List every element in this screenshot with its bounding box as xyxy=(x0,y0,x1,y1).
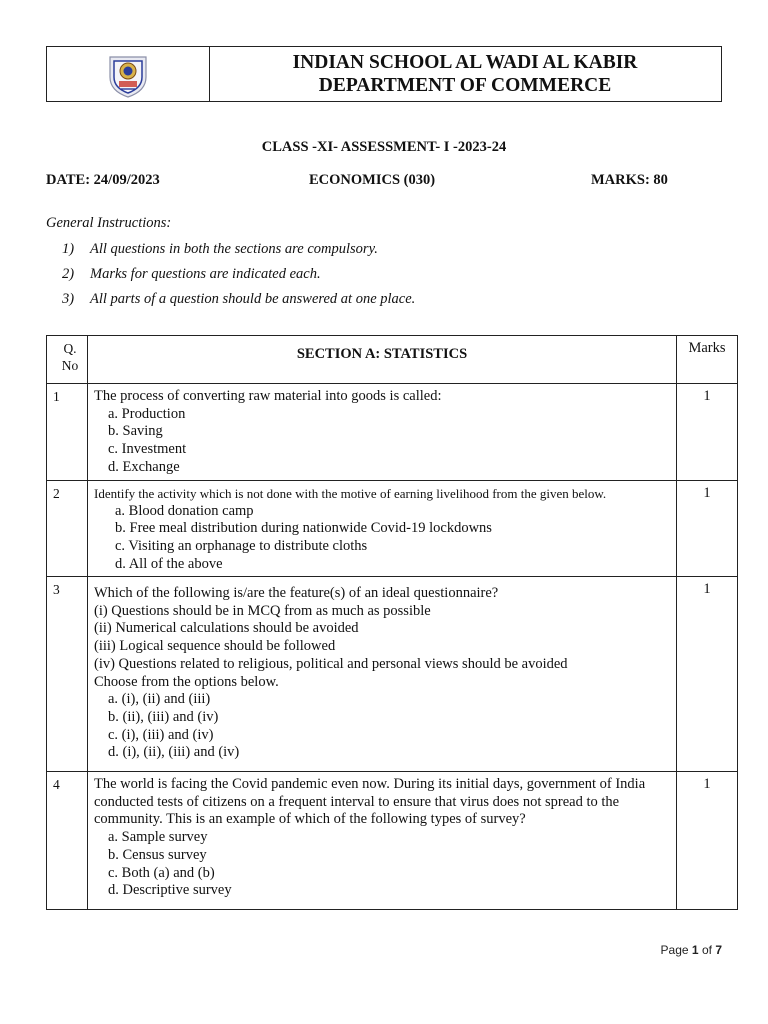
question-body xyxy=(88,577,677,772)
question-marks: 1 xyxy=(677,481,738,577)
qno-header xyxy=(47,336,88,384)
instruction-item xyxy=(62,241,378,258)
section-title: SECTION A: STATISTICS xyxy=(88,336,677,384)
option: a. Blood donation camp xyxy=(115,502,254,519)
table-row xyxy=(47,384,738,481)
logo-cell xyxy=(47,47,210,101)
option: a. (i), (ii) and (iii) xyxy=(108,691,211,708)
instruction-item xyxy=(62,266,321,283)
question-marks: 1 xyxy=(677,577,738,772)
header-box xyxy=(46,46,722,102)
option: b. Census survey xyxy=(108,846,207,863)
question-number: 1 xyxy=(47,384,88,481)
question-number: 4 xyxy=(47,772,88,910)
qno-header-line2: No xyxy=(61,358,79,373)
question-body xyxy=(88,772,677,910)
question-text: conducted tests of citizens on a frequent interval to ensure that virus does not spread to the xyxy=(94,793,620,810)
question-text: community. This is an example of which of the following types of survey? xyxy=(94,811,526,828)
question-body xyxy=(88,481,677,577)
instruction-item xyxy=(62,291,415,308)
question-text: Identify the activity which is not done with the motive of earning livelihood from the given below. xyxy=(94,486,607,501)
exam-title: CLASS -XI- ASSESSMENT- I -2023-24 xyxy=(261,139,507,155)
option: d. Descriptive survey xyxy=(108,882,232,899)
option: b. Free meal distribution during nationwide Covid-19 lockdowns xyxy=(115,520,492,537)
table-row xyxy=(47,772,738,910)
page-footer xyxy=(661,943,722,957)
table-header-row xyxy=(47,336,738,384)
page-total: 7 xyxy=(715,943,722,957)
questions-table xyxy=(46,335,738,910)
instruction-number: 2) xyxy=(62,266,75,282)
table-row xyxy=(47,577,738,772)
question-marks: 1 xyxy=(677,772,738,910)
question-text: (ii) Numerical calculations should be avoided xyxy=(94,620,359,637)
instruction-text: All parts of a question should be answered at one place. xyxy=(90,291,416,307)
exam-subject: ECONOMICS (030) xyxy=(309,172,436,188)
option: a. Sample survey xyxy=(108,829,208,846)
school-crest-logo xyxy=(107,53,149,99)
marks-header: Marks xyxy=(677,336,738,384)
exam-date: DATE: 24/09/2023 xyxy=(46,172,160,188)
option: c. (i), (iii) and (iv) xyxy=(108,726,214,743)
question-text: The world is facing the Covid pandemic even now. During its initial days, government of India xyxy=(94,776,646,792)
instruction-text: All questions in both the sections are compulsory. xyxy=(90,241,378,257)
of-word: of xyxy=(701,943,712,957)
option: d. Exchange xyxy=(108,458,180,475)
school-name: INDIAN SCHOOL AL WADI AL KABIR xyxy=(292,52,638,73)
option: b. (ii), (iii) and (iv) xyxy=(108,708,219,725)
option: c. Both (a) and (b) xyxy=(108,864,215,881)
qno-header-line1: Q. xyxy=(63,341,77,356)
question-number: 2 xyxy=(47,481,88,577)
option: a. Production xyxy=(108,405,186,422)
question-marks: 1 xyxy=(677,384,738,481)
option: c. Investment xyxy=(108,441,187,458)
instruction-number: 1) xyxy=(62,241,75,257)
question-text: (iv) Questions related to religious, political and personal views should be avoided xyxy=(94,655,568,672)
option: d. (i), (ii), (iii) and (iv) xyxy=(108,744,240,761)
page-number: 1 xyxy=(691,943,699,957)
page-word: Page xyxy=(660,943,689,957)
table-row xyxy=(47,481,738,577)
question-text: The process of converting raw material into goods is called: xyxy=(94,388,442,404)
department-name: DEPARTMENT OF COMMERCE xyxy=(318,75,612,96)
question-text: (iii) Logical sequence should be followed xyxy=(94,638,336,655)
question-text: (i) Questions should be in MCQ from as much as possible xyxy=(94,602,431,619)
question-body xyxy=(88,384,677,481)
instructions-title: General Instructions: xyxy=(46,215,172,231)
question-text: Which of the following is/are the feature(s) of an ideal questionnaire? xyxy=(94,585,499,601)
header-title xyxy=(209,47,721,101)
exam-marks: MARKS: 80 xyxy=(591,172,668,188)
option: b. Saving xyxy=(108,423,163,440)
option: d. All of the above xyxy=(115,555,223,572)
instruction-number: 3) xyxy=(62,291,75,307)
instruction-text: Marks for questions are indicated each. xyxy=(90,266,321,282)
question-text: Choose from the options below. xyxy=(94,673,279,690)
option: c. Visiting an orphanage to distribute cloths xyxy=(115,538,368,555)
question-number: 3 xyxy=(47,577,88,772)
